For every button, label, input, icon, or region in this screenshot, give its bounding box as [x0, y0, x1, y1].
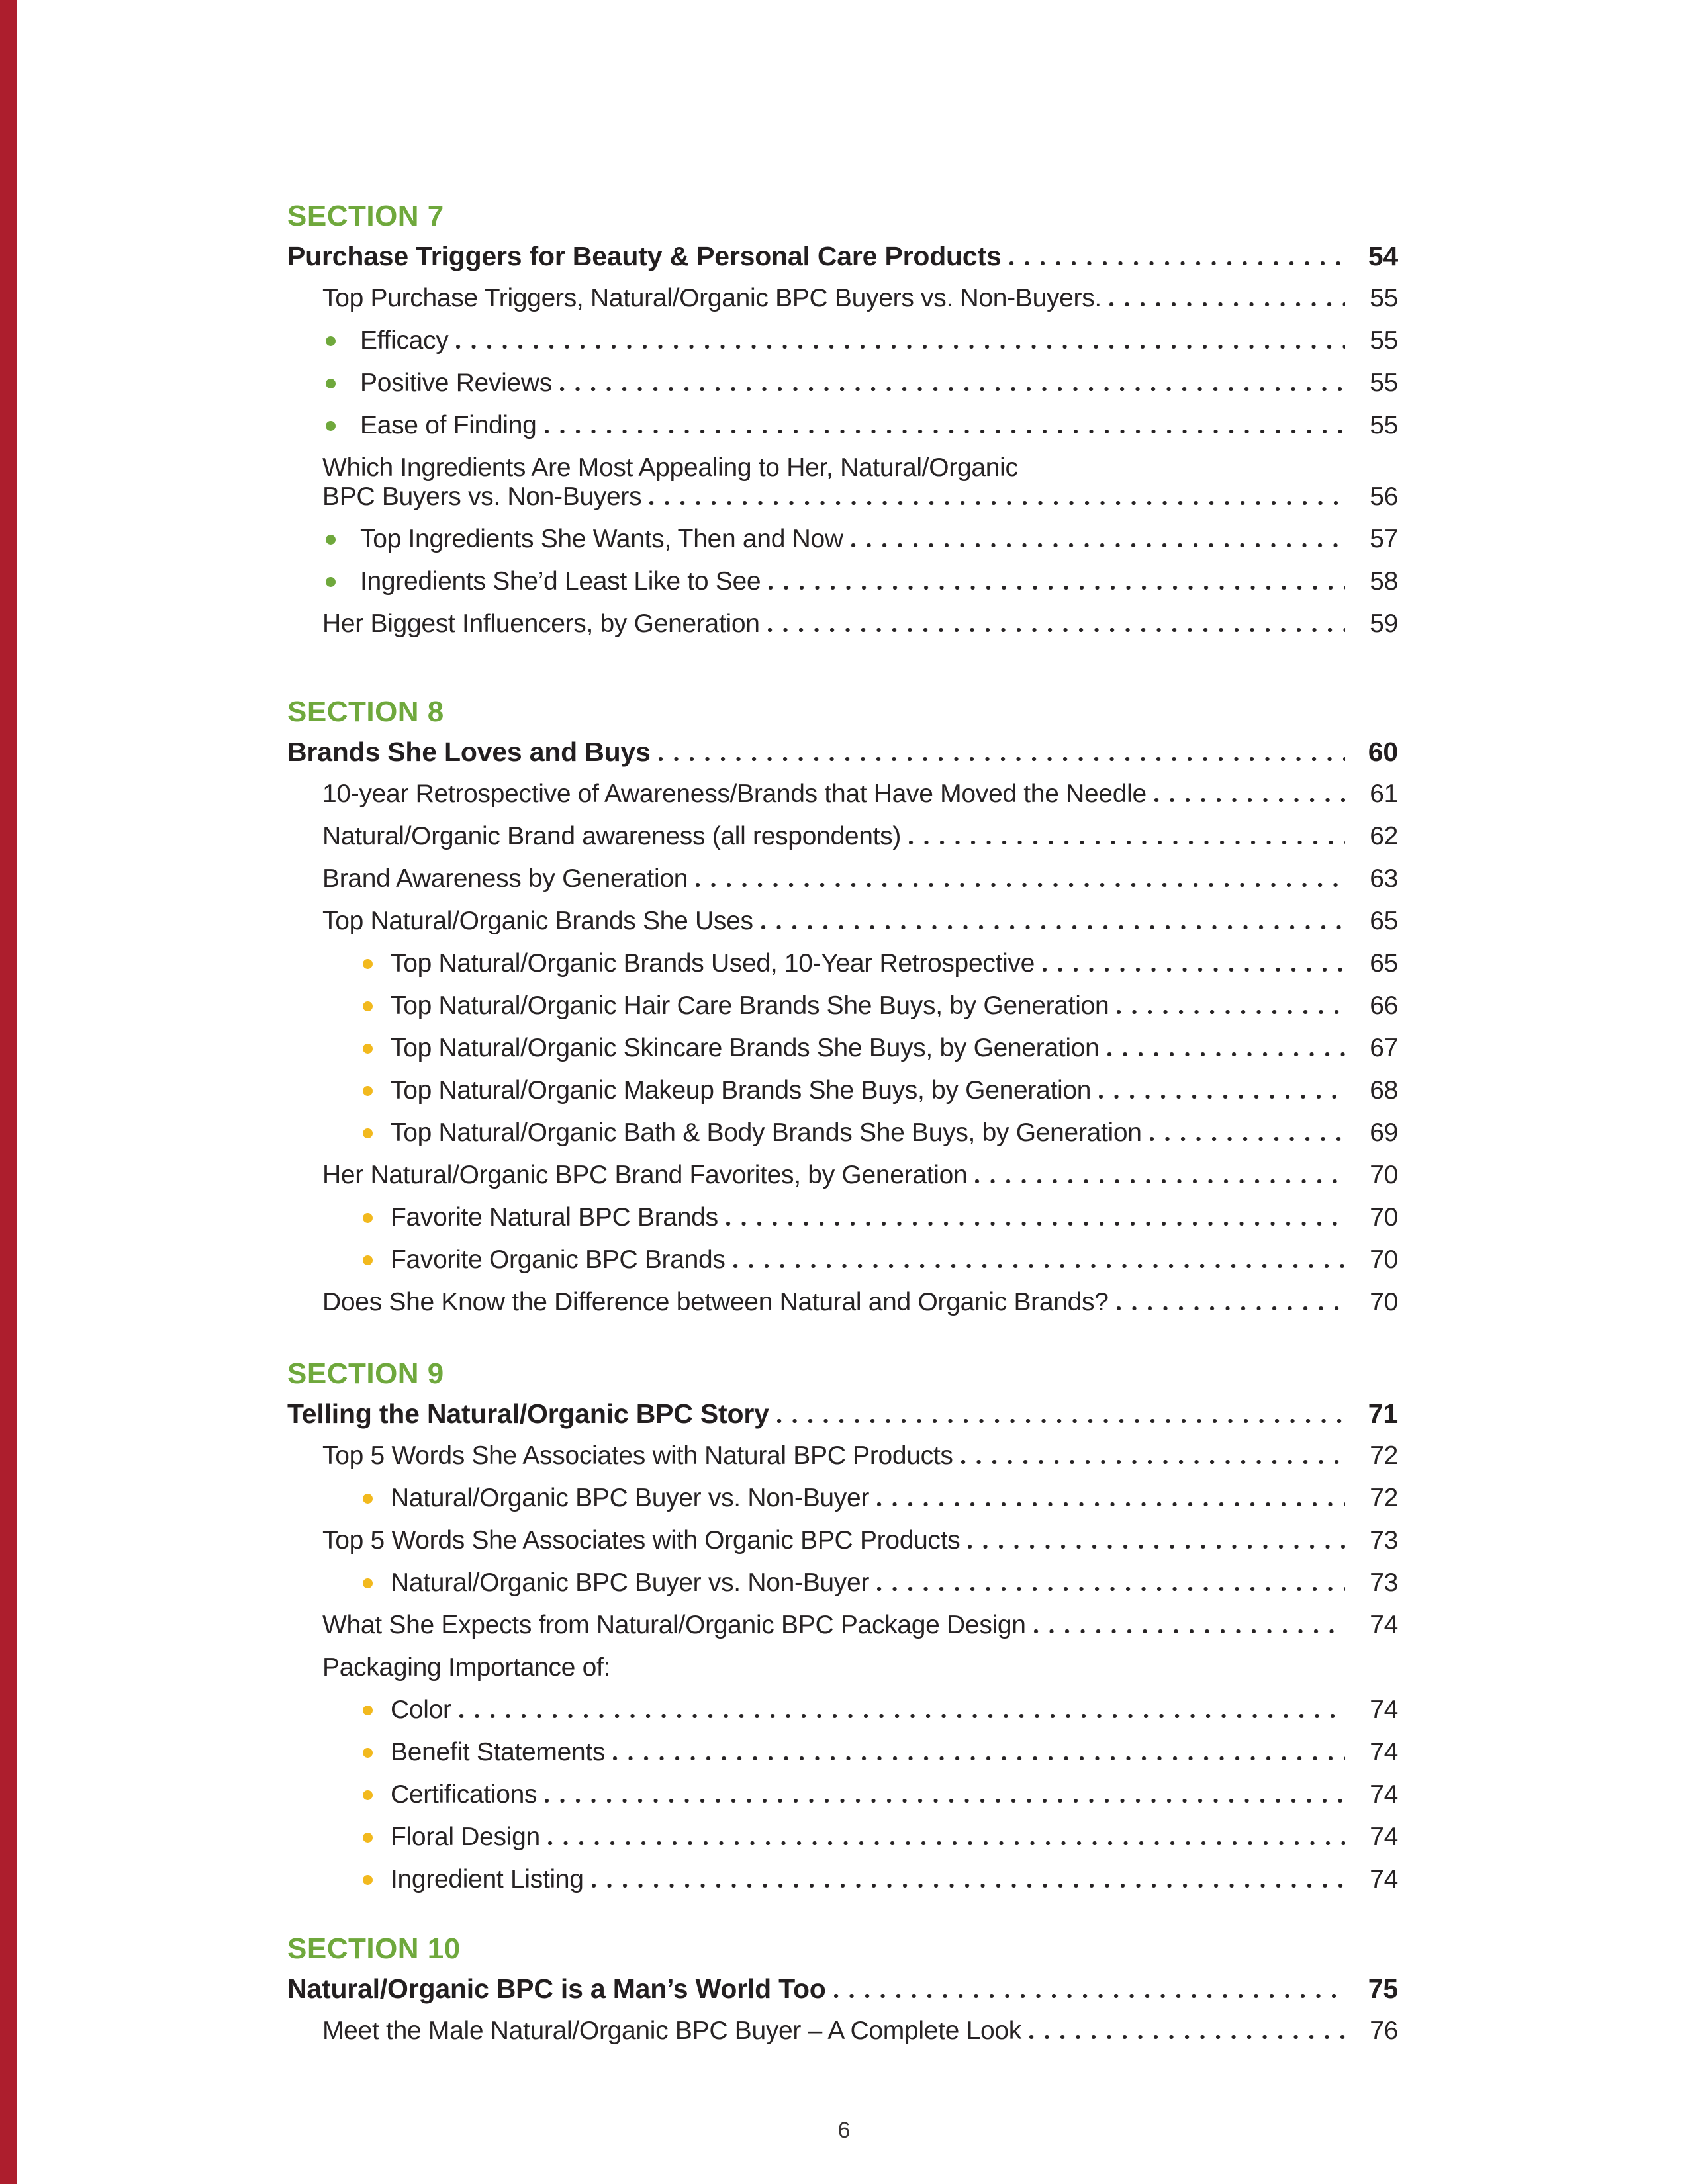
entry-label: Floral Design: [391, 1823, 540, 1851]
toc-entry: [287, 1570, 1398, 1596]
page-number: 67: [1370, 1034, 1398, 1062]
bullet-icon: [363, 1213, 373, 1223]
dot-leader: [877, 1502, 1345, 1506]
dot-leader: [733, 1264, 1345, 1268]
entry-label: Natural/Organic BPC Buyer vs. Non-Buyer: [391, 1569, 870, 1597]
section-title-row: [287, 1976, 1398, 2002]
page-number: 68: [1370, 1076, 1398, 1105]
dot-leader: [545, 1799, 1345, 1803]
dot-leader: [769, 586, 1345, 590]
dot-leader: [761, 925, 1345, 929]
entry-label: Top Ingredients She Wants, Then and Now: [360, 525, 843, 553]
toc-entry: [287, 1824, 1398, 1850]
page-number: 66: [1370, 991, 1398, 1020]
toc-entry: [287, 370, 1398, 396]
section-title-row: [287, 739, 1398, 765]
page-number: 60: [1368, 737, 1398, 767]
toc-entry: [287, 993, 1398, 1019]
dot-leader: [1029, 2035, 1345, 2039]
page-number: 74: [1370, 1696, 1398, 1724]
section-heading: SECTION 7: [287, 200, 444, 232]
section-10: [287, 1934, 1398, 2044]
page-number: 76: [1370, 2017, 1398, 2045]
dot-leader: [560, 387, 1345, 391]
dot-leader: [613, 1756, 1345, 1760]
toc-entry: [287, 781, 1398, 807]
entry-label: Her Biggest Influencers, by Generation: [322, 610, 760, 638]
toc-entry: [287, 1655, 1398, 1681]
dot-leader: [1109, 302, 1345, 306]
entry-label: Positive Reviews: [360, 369, 552, 397]
page-number: 74: [1370, 1780, 1398, 1809]
dot-leader: [592, 1884, 1345, 1888]
page-number: 70: [1370, 1288, 1398, 1316]
entry-label: 10-year Retrospective of Awareness/Brands that Have Moved the Needle: [322, 780, 1147, 808]
toc-entry: [287, 526, 1398, 553]
entry-label: BPC Buyers vs. Non-Buyers: [322, 482, 642, 511]
entry-label: Top Natural/Organic Hair Care Brands She Buys, by Generation: [391, 991, 1109, 1020]
toc-entry: [287, 1527, 1398, 1554]
bullet-icon: [363, 1128, 373, 1138]
toc-entry: [287, 1485, 1398, 1512]
page-number: 55: [1370, 326, 1398, 355]
dot-leader: [975, 1179, 1345, 1183]
dot-leader: [968, 1545, 1345, 1549]
dot-leader: [726, 1222, 1345, 1226]
dot-leader: [961, 1460, 1345, 1464]
page-number: 74: [1370, 1865, 1398, 1893]
toc-entry: [287, 2018, 1398, 2044]
page-number: 72: [1370, 1441, 1398, 1470]
bullet-icon: [363, 1748, 373, 1758]
entry-label: Favorite Organic BPC Brands: [391, 1246, 726, 1274]
toc-entry: [287, 1162, 1398, 1189]
toc-entry: [287, 1077, 1398, 1104]
toc-entry: [287, 484, 1398, 510]
bullet-icon: [363, 959, 373, 969]
bullet-icon: [363, 1833, 373, 1843]
dot-leader: [548, 1841, 1345, 1845]
bullet-icon: [363, 1578, 373, 1588]
page-number: 70: [1370, 1203, 1398, 1232]
entry-label: Her Natural/Organic BPC Brand Favorites, by Generation: [322, 1161, 968, 1189]
section-title-label: Telling the Natural/Organic BPC Story: [287, 1398, 769, 1429]
dot-leader: [1154, 798, 1345, 802]
folio-page-number: 6: [837, 2118, 851, 2143]
dot-leader: [1099, 1095, 1345, 1099]
entry-label: Ingredients She’d Least Like to See: [360, 567, 761, 596]
page-number: 55: [1370, 369, 1398, 397]
section-title-label: Brands She Loves and Buys: [287, 737, 651, 767]
dot-leader: [851, 543, 1345, 547]
section-8: [287, 698, 1398, 1316]
page-number: 71: [1368, 1398, 1398, 1429]
section-9: [287, 1359, 1398, 1893]
dot-leader: [1117, 1306, 1345, 1310]
left-bleed-bar: [0, 0, 17, 2184]
dot-leader: [1009, 261, 1345, 265]
section-7: [287, 202, 1398, 637]
toc-entry: [287, 1612, 1398, 1639]
toc-entry: [287, 908, 1398, 934]
entry-label: What She Expects from Natural/Organic BPC Package Design: [322, 1611, 1026, 1639]
page-number: 65: [1370, 907, 1398, 935]
entry-label: Benefit Statements: [391, 1738, 606, 1766]
dot-leader: [545, 430, 1345, 433]
page-number: 54: [1368, 241, 1398, 271]
page-number: 70: [1370, 1246, 1398, 1274]
section-title-row: [287, 1400, 1398, 1427]
toc-entry: [287, 1782, 1398, 1808]
page-number: 75: [1368, 1974, 1398, 2004]
toc-entry: [287, 1247, 1398, 1273]
bullet-icon: [326, 421, 336, 431]
page-number: 61: [1370, 780, 1398, 808]
bullet-icon: [363, 1706, 373, 1715]
entry-label: Brand Awareness by Generation: [322, 864, 688, 893]
bullet-icon: [326, 336, 336, 346]
section-title-label: Natural/Organic BPC is a Man’s World Too: [287, 1974, 826, 2004]
page-number: 74: [1370, 1823, 1398, 1851]
bullet-icon: [363, 1044, 373, 1054]
section-heading: SECTION 10: [287, 1933, 461, 1965]
entry-label: Top Natural/Organic Bath & Body Brands She Buys, by Generation: [391, 1118, 1142, 1147]
entry-label: Does She Know the Difference between Natural and Organic Brands?: [322, 1288, 1109, 1316]
page-number: 59: [1370, 610, 1398, 638]
toc-entry: [287, 1205, 1398, 1231]
bullet-icon: [326, 577, 336, 587]
section-heading: SECTION 9: [287, 1357, 444, 1390]
dot-leader: [877, 1587, 1345, 1591]
page-number: 74: [1370, 1611, 1398, 1639]
entry-label: Top Natural/Organic Skincare Brands She Buys, by Generation: [391, 1034, 1100, 1062]
page-number: 55: [1370, 284, 1398, 312]
section-title-label: Purchase Triggers for Beauty & Personal Care Products: [287, 241, 1002, 271]
bullet-icon: [363, 1790, 373, 1800]
page-number: 63: [1370, 864, 1398, 893]
bullet-icon: [363, 1875, 373, 1885]
page-number: 69: [1370, 1118, 1398, 1147]
dot-leader: [768, 628, 1345, 632]
bullet-icon: [363, 1086, 373, 1096]
dot-leader: [1034, 1629, 1345, 1633]
page-number: 55: [1370, 411, 1398, 439]
page-number: 74: [1370, 1738, 1398, 1766]
entry-label: Top 5 Words She Associates with Organic BPC Products: [322, 1526, 961, 1555]
entry-label: Packaging Importance of:: [322, 1653, 611, 1682]
entry-label: Top Natural/Organic Brands Used, 10-Year Retrospective: [391, 949, 1035, 978]
page-number: 62: [1370, 822, 1398, 850]
toc-entry: [287, 1443, 1398, 1469]
page-number: 73: [1370, 1526, 1398, 1555]
toc-entry: [287, 611, 1398, 637]
entry-label: Ingredient Listing: [391, 1865, 584, 1893]
entry-label: Top Natural/Organic Makeup Brands She Buys, by Generation: [391, 1076, 1092, 1105]
toc-entry: [287, 285, 1398, 312]
entry-label: Natural/Organic BPC Buyer vs. Non-Buyer: [391, 1484, 870, 1512]
toc-entry: [287, 823, 1398, 850]
entry-label: Natural/Organic Brand awareness (all respondents): [322, 822, 902, 850]
bullet-icon: [363, 1494, 373, 1504]
dot-leader: [1150, 1137, 1345, 1141]
dot-leader: [459, 1714, 1345, 1718]
toc-entry: [287, 950, 1398, 977]
toc-entry: [287, 1289, 1398, 1316]
bullet-icon: [326, 535, 336, 545]
toc-entry: [287, 569, 1398, 595]
section-heading: SECTION 8: [287, 696, 444, 728]
bullet-icon: [363, 1001, 373, 1011]
dot-leader: [1043, 968, 1345, 972]
entry-label: Efficacy: [360, 326, 449, 355]
toc-entry: [287, 1697, 1398, 1723]
toc-entry: [287, 455, 1398, 481]
toc-entry: [287, 1035, 1398, 1062]
dot-leader: [696, 883, 1345, 887]
entry-label: Certifications: [391, 1780, 538, 1809]
entry-label: Favorite Natural BPC Brands: [391, 1203, 718, 1232]
dot-leader: [456, 345, 1345, 349]
dot-leader: [1107, 1052, 1345, 1056]
toc-entry: [287, 866, 1398, 892]
entry-label: Meet the Male Natural/Organic BPC Buyer – A Complete Look: [322, 2017, 1021, 2045]
section-title-row: [287, 243, 1398, 269]
entry-label: Top Purchase Triggers, Natural/Organic BPC Buyers vs. Non-Buyers.: [322, 284, 1102, 312]
entry-label: Top 5 Words She Associates with Natural BPC Products: [322, 1441, 953, 1470]
bullet-icon: [363, 1255, 373, 1265]
toc-entry: [287, 328, 1398, 354]
dot-leader: [834, 1994, 1345, 1998]
toc-entry: [287, 412, 1398, 439]
table-of-contents: [287, 202, 1398, 2060]
page-number: 58: [1370, 567, 1398, 596]
page-number: 65: [1370, 949, 1398, 978]
toc-entry: [287, 1120, 1398, 1146]
entry-label: Which Ingredients Are Most Appealing to Her, Natural/Organic: [322, 453, 1018, 482]
entry-label: Color: [391, 1696, 451, 1724]
page-number: 57: [1370, 525, 1398, 553]
page-number: 56: [1370, 482, 1398, 511]
page-number: 70: [1370, 1161, 1398, 1189]
page-number: 73: [1370, 1569, 1398, 1597]
dot-leader: [777, 1419, 1345, 1423]
entry-label: Top Natural/Organic Brands She Uses: [322, 907, 753, 935]
dot-leader: [649, 501, 1345, 505]
toc-entry: [287, 1739, 1398, 1766]
dot-leader: [909, 841, 1345, 844]
page-number: 72: [1370, 1484, 1398, 1512]
dot-leader: [659, 757, 1345, 761]
bullet-icon: [326, 379, 336, 388]
dot-leader: [1117, 1010, 1345, 1014]
toc-entry: [287, 1866, 1398, 1893]
entry-label: Ease of Finding: [360, 411, 537, 439]
